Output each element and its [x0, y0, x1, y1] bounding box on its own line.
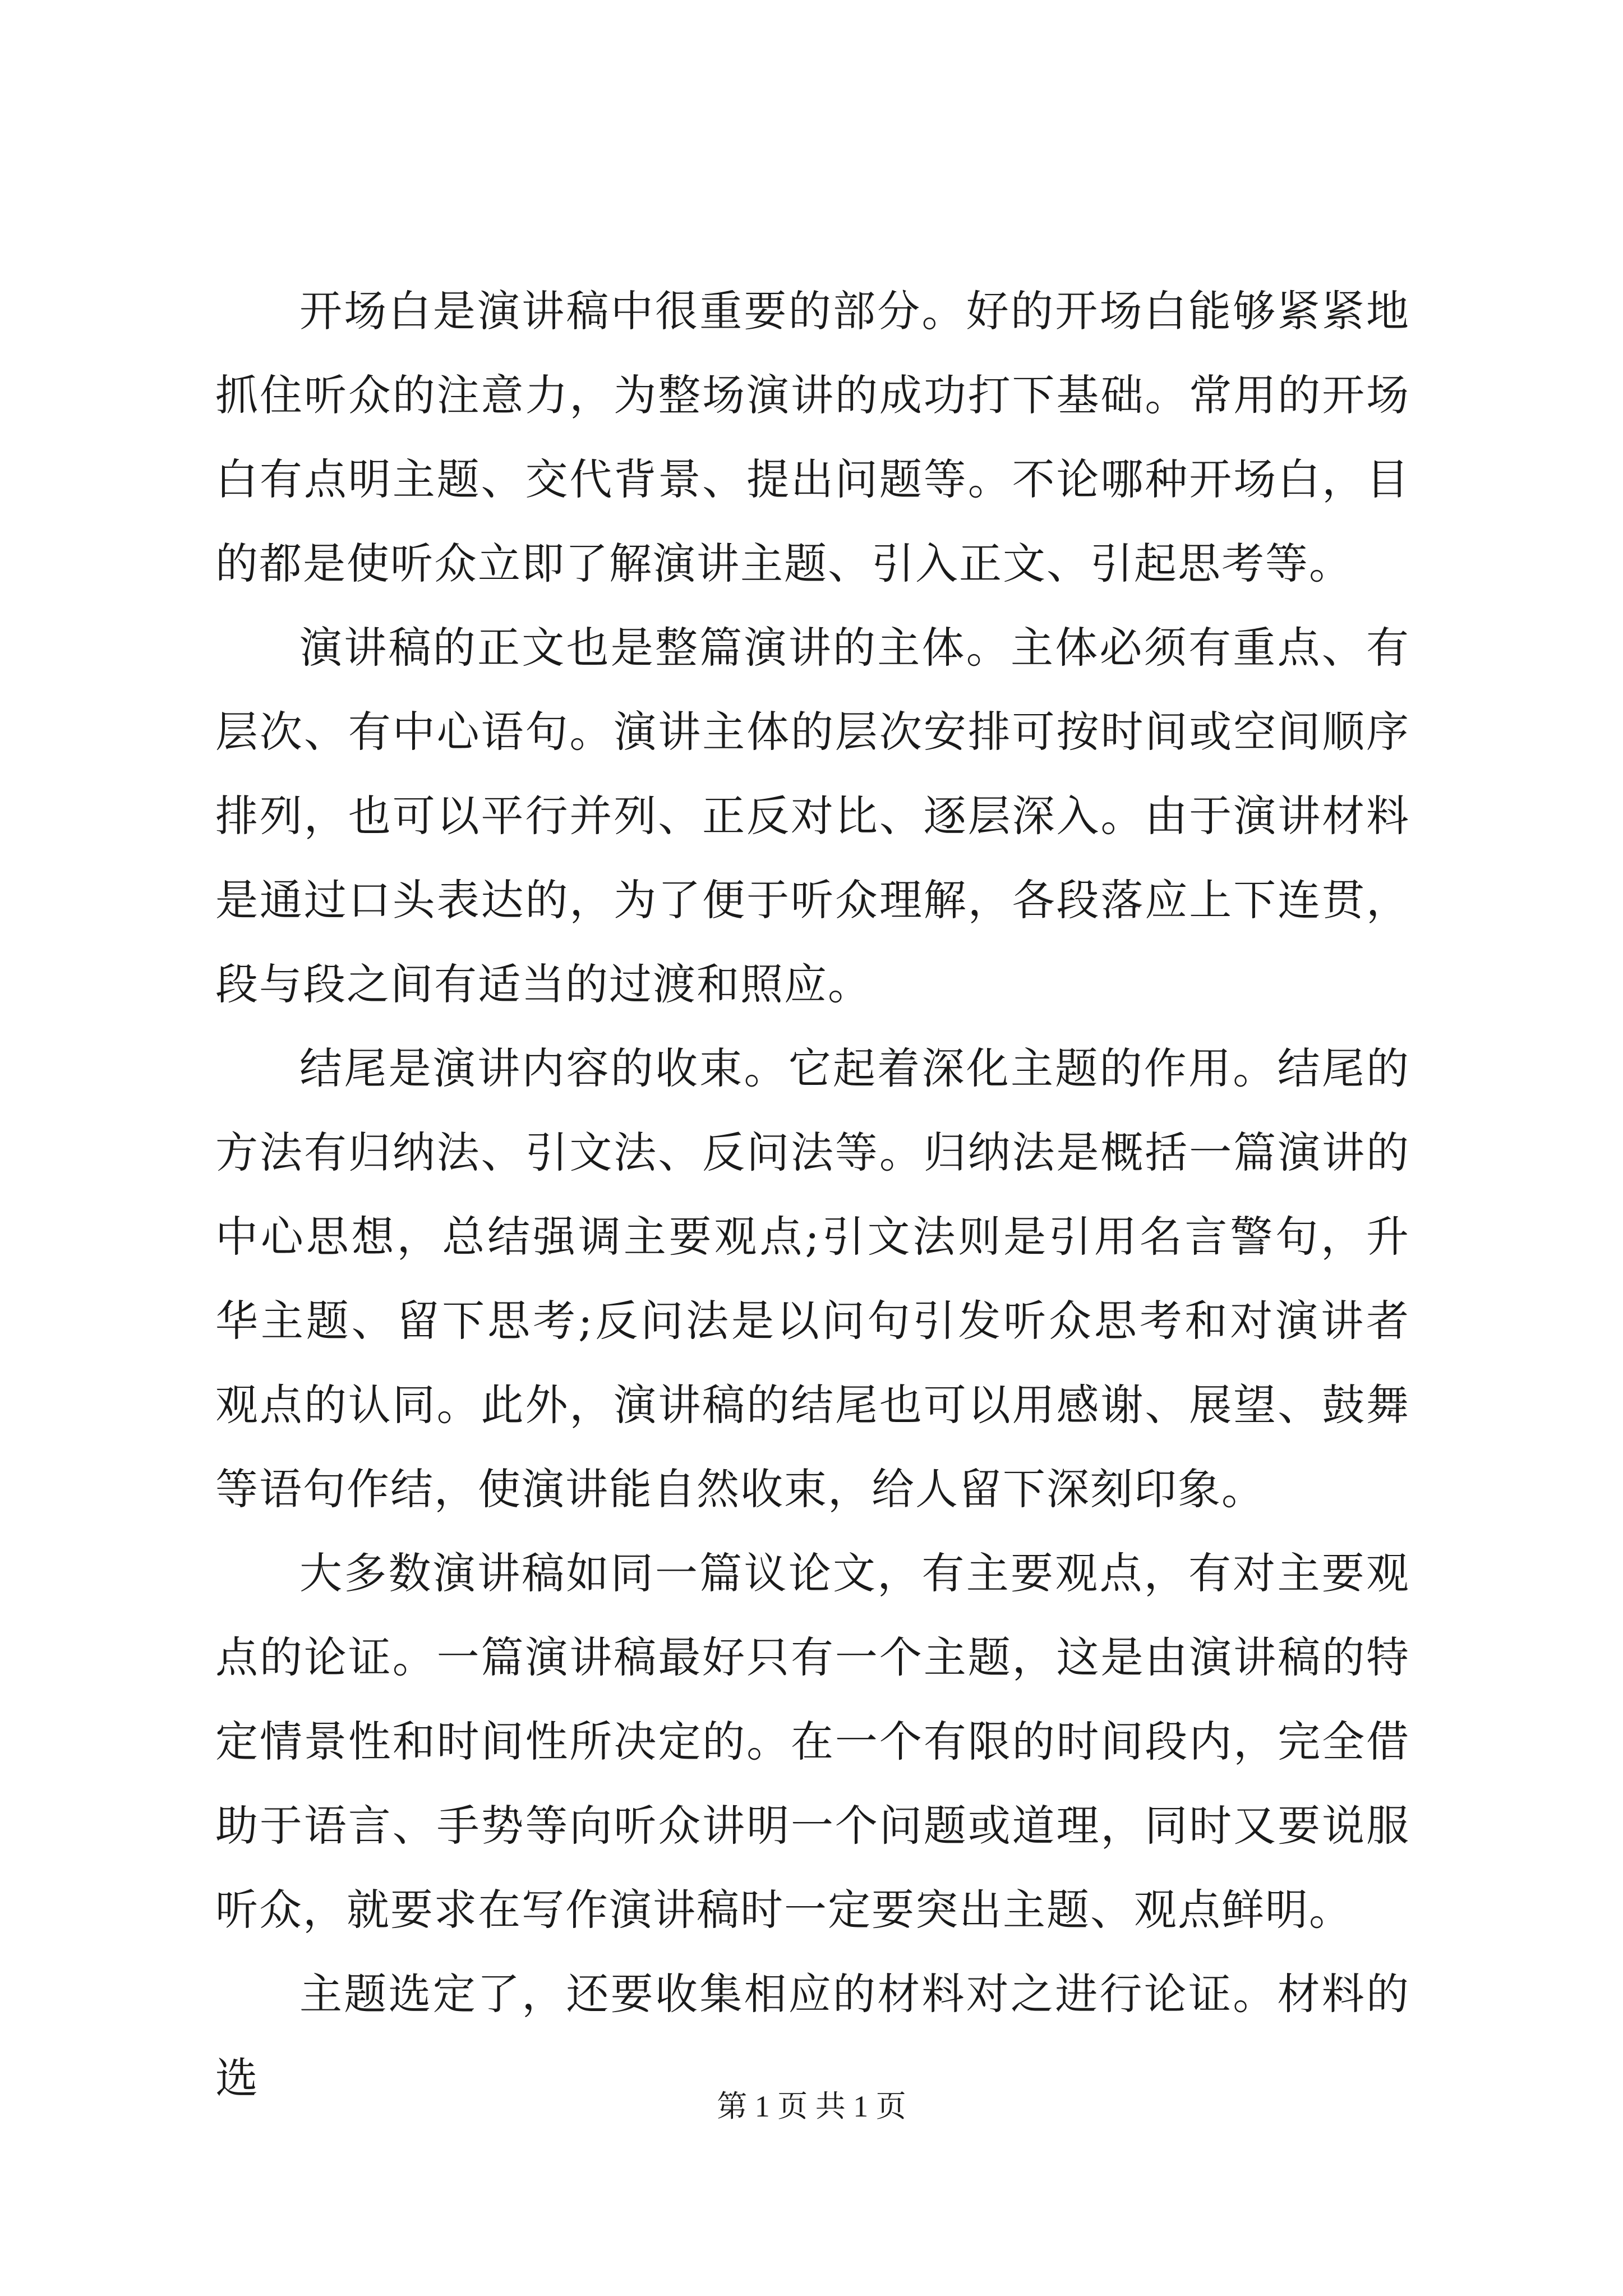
paragraph-theme: 大多数演讲稿如同一篇议论文，有主要观点，有对主要观点的论证。一篇演讲稿最好只有一个主题，这是由演讲稿的特定情景性和时间性所决定的。在一个有限的时间段内，完全借助于语言、手势等向听众讲明一个问题或道理，同时又要说服听众，就要求在写作演讲稿时一定要突出主题、观点鲜明。 — [215, 1548, 1410, 1935]
paragraph-opening: 开场白是演讲稿中很重要的部分。好的开场白能够紧紧地抓住听众的注意力，为整场演讲的成功打下基础。常用的开场白有点明主题、交代背景、提出问题等。不论哪种开场白，目的都是使听众立即了解演讲主题、引入正文、引起思考等。 — [215, 286, 1410, 588]
document-body — [215, 269, 1410, 2120]
paragraph-material: 主题选定了，还要收集相应的材料对之进行论证。材料的选 — [215, 1969, 1410, 2103]
paragraph-ending: 结尾是演讲内容的收束。它起着深化主题的作用。结尾的方法有归纳法、引文法、反问法等。归纳法是概括一篇演讲的中心思想，总结强调主要观点;引文法则是引用名言警句，升华主题、留下思考;反问法是以问句引发听众思考和对演讲者观点的认同。此外，演讲稿的结尾也可以用感谢、展望、鼓舞等语句作结，使演讲能自然收束，给人留下深刻印象。 — [215, 1043, 1410, 1514]
page-footer: 第 1 页 共 1 页 — [717, 2090, 906, 2123]
paragraph-main-body: 演讲稿的正文也是整篇演讲的主体。主体必须有重点、有层次、有中心语句。演讲主体的层次安排可按时间或空间顺序排列，也可以平行并列、正反对比、逐层深入。由于演讲材料是通过口头表达的，为了便于听众理解，各段落应上下连贯，段与段之间有适当的过渡和照应。 — [215, 623, 1410, 1009]
